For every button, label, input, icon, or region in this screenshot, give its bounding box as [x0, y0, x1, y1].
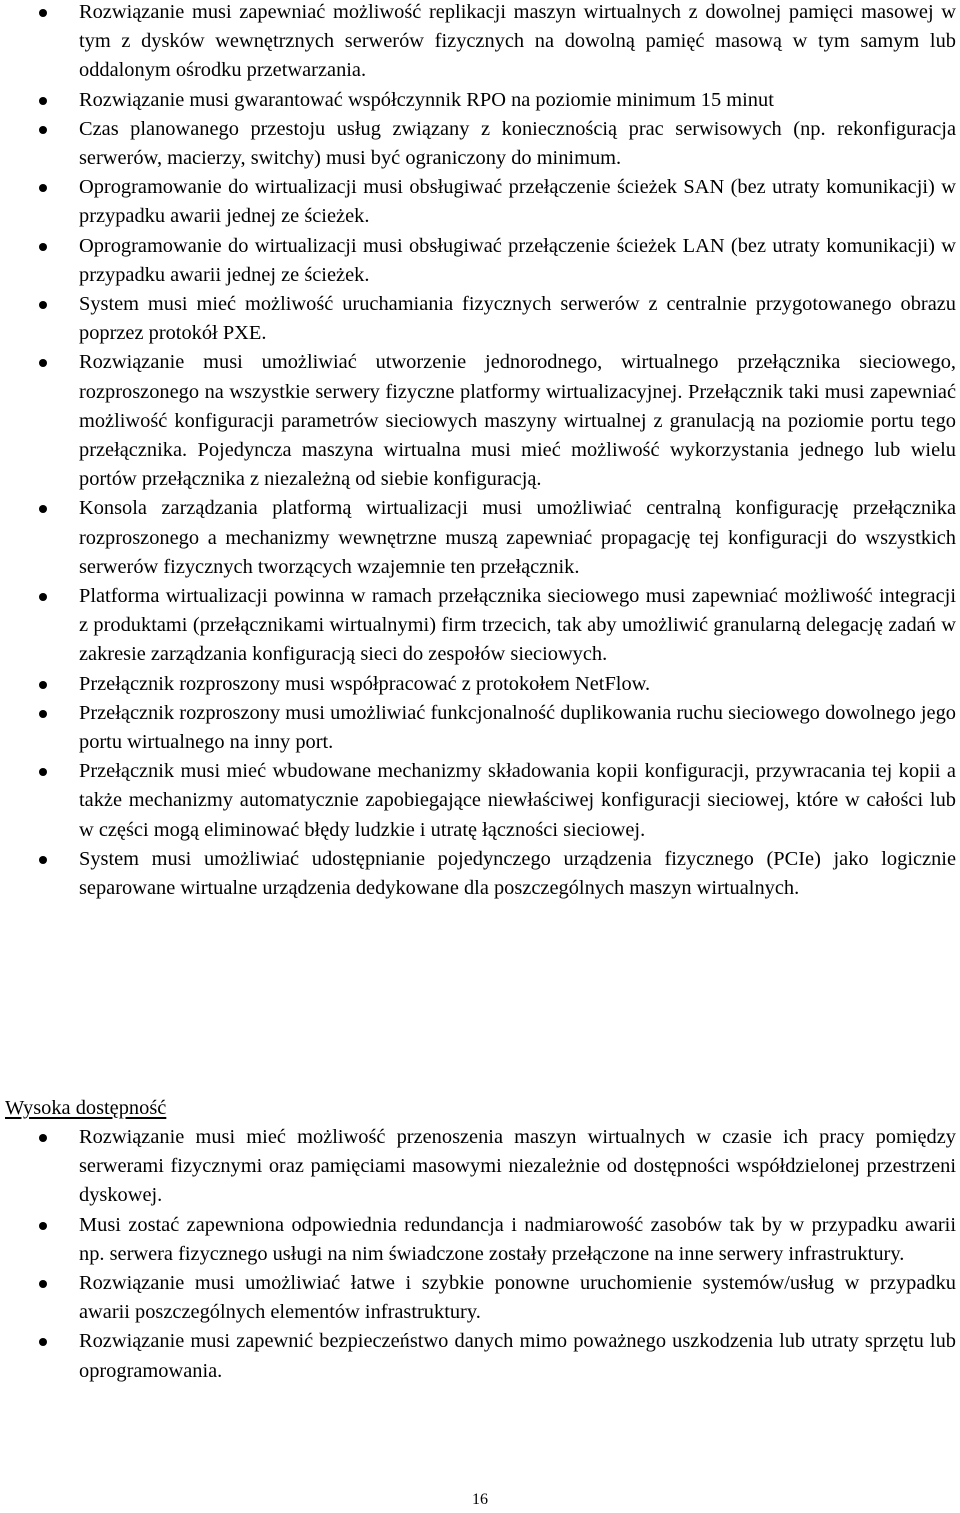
bullet-icon: [39, 768, 47, 776]
list-item: [0, 232, 960, 290]
list-item-text: Rozwiązanie musi gwarantować współczynnik RPO na poziomie minimum 15 minut: [79, 88, 774, 111]
bullet-icon: [39, 1338, 47, 1346]
list-item: [0, 290, 960, 348]
bullet-icon: [39, 856, 47, 864]
bullet-icon: [39, 710, 47, 718]
list-item: [0, 1327, 960, 1385]
bullet-icon: [39, 681, 47, 689]
list-item: [0, 494, 960, 582]
list-item-text: Oprogramowanie do wirtualizacji musi obsługiwać przełączenie ścieżek LAN (bez utraty komunikacji) w przypadku awarii jednej ze ścieżek.: [79, 234, 956, 286]
list-item: [0, 1211, 960, 1269]
bullet-icon: [39, 301, 47, 309]
list-item-text: Przełącznik musi mieć wbudowane mechanizmy składowania kopii konfiguracji, przywracania tej kopii a także mechanizmy automatycznie zapobiegające niewłaściwej konfiguracji sieciowej, które w całości lub w części mogą eliminować błędy ludzkie i utratę łączności sieciowej.: [79, 760, 956, 841]
bullet-icon: [39, 1222, 47, 1230]
list-item-text: Rozwiązanie musi zapewnić bezpieczeństwo danych mimo poważnego uszkodzenia lub utraty sprzętu lub oprogramowania.: [79, 1330, 956, 1382]
list-item-text: Musi zostać zapewniona odpowiednia redundancja i nadmiarowość zasobów tak by w przypadku awarii np. serwera fizycznego usługi na nim świadczone zostały przełączone na inne serwery infrastruktury.: [79, 1213, 956, 1265]
list-item-text: Konsola zarządzania platformą wirtualizacji musi umożliwiać centralną konfigurację przełącznika rozproszonego a mechanizmy wewnętrzne muszą zapewniać propagację tej konfiguracji do wszystkich serwerów fizycznych tworzących wzajemnie ten przełącznik.: [79, 497, 956, 578]
list-item-text: Rozwiązanie musi zapewniać możliwość replikacji maszyn wirtualnych z dowolnej pamięci masowej w tym z dysków wewnętrznych serwerów fizycznych na dowolną pamięć masową w tym samym lub oddalonym ośrodku przetwarzania.: [79, 1, 956, 82]
list-item-text: System musi umożliwiać udostępnianie pojedynczego urządzenia fizycznego (PCIe) jako logicznie separowane wirtualne urządzenia dedykowane dla poszczególnych maszyn wirtualnych.: [79, 847, 956, 900]
list-item: [0, 0, 960, 86]
list-item-text: Czas planowanego przestoju usług związany z koniecznością prac serwisowych (np. rekonfiguracja serwerów, macierzy, switchy) musi być ograniczony do minimum.: [79, 117, 956, 170]
list-item-text: Rozwiązanie musi umożliwiać utworzenie jednorodnego, wirtualnego przełącznika sieciowego, rozproszonego na wszystkie serwery fizyczne platformy wirtualizacyjnej. Przełącznik taki musi zapewniać możliwość konfiguracji parametrów sieciowych maszyny wirtualnej z granulacją na poziomie portu tego przełącznika. Pojedyncza maszyna wirtualna musi mieć możliwość wykorzystania jednego lub wielu portów przełącznika z niezależną od siebie konfiguracją.: [79, 351, 956, 491]
bullet-icon: [39, 1280, 47, 1288]
list-item: [0, 699, 960, 757]
list-item-text: Przełącznik rozproszony musi umożliwiać funkcjonalność duplikowania ruchu sieciowego dowolnego jego portu wirtualnego na inny port.: [79, 701, 956, 754]
list-item: [0, 348, 960, 494]
list-item: [0, 757, 960, 845]
list-item-text: Rozwiązanie musi mieć możliwość przenoszenia maszyn wirtualnych w czasie ich pracy pomiędzy serwerami fizycznymi oraz pamięciami masowymi niezależnie od dostępności współdzielonej przestrzeni dyskowej.: [79, 1126, 956, 1207]
bullet-icon: [39, 126, 47, 134]
list-item-text: Rozwiązanie musi umożliwiać łatwe i szybkie ponowne uruchomienie systemów/usług w przypadku awarii poszczególnych elementów infrastruktury.: [79, 1272, 956, 1324]
list-item: [0, 173, 960, 231]
page-number: 16: [472, 1491, 488, 1508]
list-item: [0, 115, 960, 173]
bullet-icon: [39, 505, 47, 513]
list-item: [0, 86, 960, 115]
high-availability-list: [0, 1123, 960, 1386]
bullet-icon: [39, 97, 47, 105]
list-item-text: Oprogramowanie do wirtualizacji musi obsługiwać przełączenie ścieżek SAN (bez utraty komunikacji) w przypadku awarii jednej ze ścieżek.: [79, 176, 956, 228]
bullet-icon: [39, 1134, 47, 1142]
list-item-text: Przełącznik rozproszony musi współpracować z protokołem NetFlow.: [79, 672, 651, 695]
list-item: [0, 670, 960, 699]
list-item-text: System musi mieć możliwość uruchamiania fizycznych serwerów z centralnie przygotowanego obrazu poprzez protokół PXE.: [79, 293, 956, 345]
bullet-icon: [39, 359, 47, 367]
list-item-text: Platforma wirtualizacji powinna w ramach przełącznika sieciowego musi zapewniać możliwość integracji z produktami (przełącznikami wirtualnymi) firm trzecich, tak aby umożliwić granularną delegację zadań w zakresie zarządzania konfiguracją sieci do zespołów sieciowych.: [79, 585, 956, 666]
bullet-icon: [39, 243, 47, 251]
list-item: [0, 1123, 960, 1211]
section-heading-high-availability: Wysoka dostępność: [5, 1097, 167, 1119]
list-item: [0, 582, 960, 670]
list-item: [0, 1269, 960, 1327]
list-item: [0, 845, 960, 903]
bullet-icon: [39, 593, 47, 601]
bullet-icon: [39, 9, 47, 17]
bullet-icon: [39, 184, 47, 192]
